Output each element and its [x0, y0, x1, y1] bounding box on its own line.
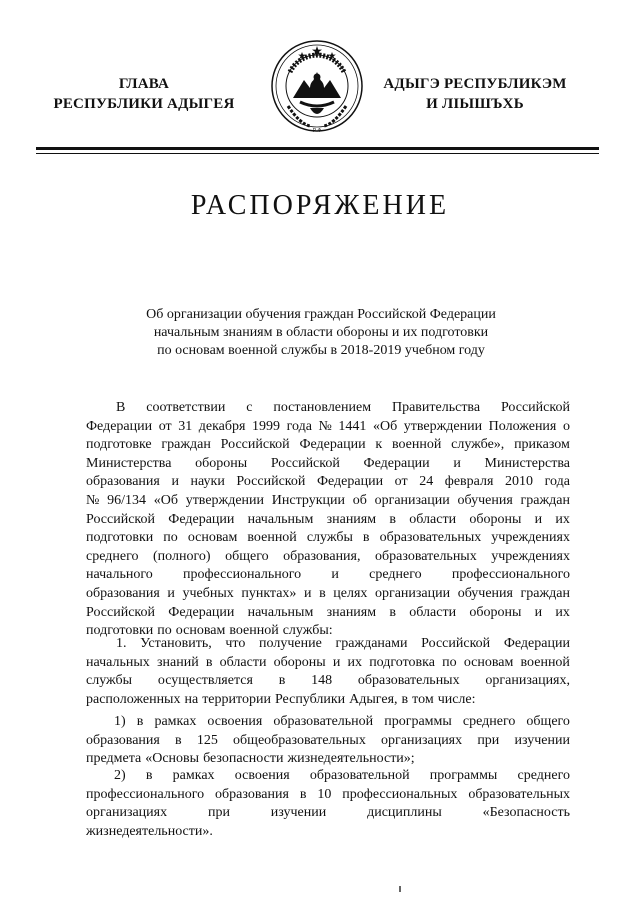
- word: подготовки: [86, 530, 154, 546]
- word: начальным: [247, 511, 314, 527]
- word: и: [534, 604, 543, 620]
- word: профессионального: [86, 786, 205, 802]
- paragraph-line: [86, 418, 570, 437]
- word: Российской: [270, 455, 340, 471]
- word: общего: [225, 548, 269, 564]
- word: Российской: [220, 437, 290, 453]
- paragraph-line: [86, 672, 570, 691]
- paragraph-line: [86, 436, 570, 455]
- word: среднего: [369, 567, 422, 583]
- paragraph-line: [86, 529, 570, 548]
- word: 1441: [338, 418, 367, 434]
- word: в: [389, 511, 396, 527]
- header-rule-thick: [36, 147, 599, 150]
- word: Положения: [488, 418, 557, 434]
- word: и: [453, 455, 461, 471]
- word: образования: [86, 474, 160, 490]
- word: среднего: [86, 548, 139, 564]
- word: на: [184, 691, 199, 707]
- paragraph-line: [86, 804, 570, 823]
- paragraph-line: [86, 473, 570, 492]
- word: организациях,: [485, 673, 570, 689]
- paragraph-line: [86, 399, 570, 418]
- word: образовательных: [468, 786, 570, 802]
- paragraph-line: [86, 823, 570, 842]
- word: программы: [429, 768, 498, 783]
- word: образовательной: [273, 714, 374, 729]
- word: обороны: [195, 455, 248, 471]
- paragraph-line: [86, 713, 570, 732]
- word: Адыгея,: [349, 691, 398, 707]
- coat-of-arms-icon: [270, 36, 364, 136]
- word: 2): [114, 768, 126, 783]
- word: рамках: [154, 714, 197, 729]
- word: Российской: [86, 511, 155, 527]
- word: соответствии: [146, 400, 226, 415]
- word: образования,: [283, 548, 361, 564]
- word: знаний: [156, 654, 199, 670]
- header-right-line: АДЫГЭ РЕСПУБЛИКЭМ: [383, 76, 567, 92]
- word: Республики: [274, 691, 346, 707]
- word: в: [205, 654, 213, 670]
- paragraph-line: [86, 635, 570, 654]
- word: Инструкции: [271, 492, 345, 508]
- document-subject: [96, 306, 546, 360]
- word: начальных: [86, 654, 150, 670]
- subject-line: начальным знаниям в области обороны и их подготовки: [153, 325, 489, 340]
- word: в: [389, 604, 396, 620]
- word: изучении: [270, 805, 327, 821]
- word: утверждении: [185, 492, 265, 508]
- word: обороны: [469, 604, 522, 620]
- paragraph-line: [86, 511, 570, 530]
- word: граждан: [520, 585, 570, 601]
- word: Федерации: [86, 418, 153, 434]
- word: «Основы: [145, 751, 200, 767]
- word: в: [299, 786, 307, 802]
- word: их: [555, 604, 570, 620]
- document-title: РАСПОРЯЖЕНИЕ: [190, 190, 450, 221]
- word: жизнедеятельности».: [86, 823, 213, 839]
- word: 1): [114, 714, 126, 729]
- word: 1999: [252, 418, 281, 434]
- header-rule-thin: [36, 153, 599, 154]
- paragraph-line: [86, 566, 570, 585]
- header-right-title: [375, 74, 575, 114]
- word: с: [246, 400, 253, 415]
- word: по: [442, 654, 457, 670]
- word: Российской: [86, 604, 155, 620]
- word: гражданами: [335, 636, 408, 651]
- word: образовательных: [357, 673, 460, 689]
- word: (полного): [153, 548, 211, 564]
- word: утверждении: [403, 418, 483, 434]
- word: учреждениях: [491, 530, 570, 546]
- word: образовательной: [309, 768, 410, 783]
- word: области: [409, 604, 457, 620]
- word: 148: [311, 673, 333, 689]
- word: общего: [526, 714, 570, 729]
- word: 96/134: [107, 492, 146, 508]
- word: Федерации: [363, 455, 430, 471]
- word: по: [163, 530, 178, 546]
- word: жизнедеятельности»;: [287, 751, 415, 767]
- word: в: [362, 530, 370, 546]
- word: территории: [202, 691, 271, 707]
- paragraph-line: [86, 654, 570, 673]
- paragraph-line: [86, 604, 570, 623]
- word: Министерства: [484, 455, 570, 471]
- word: образования: [86, 732, 160, 748]
- word: в: [136, 714, 144, 729]
- word: от: [158, 418, 172, 434]
- paragraph-item-1: [86, 635, 570, 709]
- paragraph-line: [86, 585, 570, 604]
- word: «Безопасность: [482, 805, 570, 821]
- word: военной: [391, 437, 442, 453]
- word: приказом: [514, 437, 570, 453]
- word: пунктах»: [241, 585, 297, 601]
- word: основам: [463, 654, 514, 670]
- word: их: [347, 654, 363, 670]
- word: и: [534, 511, 543, 527]
- word: Федерации: [316, 474, 384, 490]
- word: образования: [86, 585, 160, 601]
- word: области: [219, 654, 267, 670]
- word: науки: [190, 474, 225, 490]
- word: 125: [196, 732, 218, 748]
- word: образовательных: [375, 548, 477, 564]
- word: года: [286, 418, 312, 434]
- word: освоения: [234, 768, 290, 783]
- word: декабря: [198, 418, 246, 434]
- word: Министерства: [86, 455, 172, 471]
- word: службы: [306, 530, 353, 546]
- word: службе»,: [451, 437, 505, 453]
- word: по: [157, 623, 172, 639]
- word: и: [304, 585, 312, 601]
- word: Российской: [236, 474, 306, 490]
- word: безопасности: [203, 751, 284, 767]
- word: в: [278, 673, 286, 689]
- word: подготовке: [86, 437, 152, 453]
- word: и: [331, 567, 339, 583]
- paragraph-line: [86, 750, 570, 769]
- word: знаниям: [326, 604, 377, 620]
- word: организации: [374, 492, 450, 508]
- word: области: [409, 511, 457, 527]
- header-left-line: ГЛАВА: [118, 76, 170, 92]
- word: при: [477, 732, 500, 748]
- word: №: [318, 418, 332, 434]
- word: образования: [215, 786, 289, 802]
- word: среднего: [462, 714, 516, 729]
- word: основам: [175, 623, 226, 639]
- word: Установить,: [140, 636, 212, 651]
- word: обороны: [273, 654, 326, 670]
- word: целях: [333, 585, 368, 601]
- word: обучения: [457, 585, 513, 601]
- word: учреждениях: [491, 548, 570, 564]
- word: 31: [178, 418, 193, 434]
- word: «Об: [372, 418, 398, 434]
- word: при: [207, 805, 230, 821]
- word: от: [394, 474, 408, 490]
- header-right-line: И ЛІЫШЪХЬ: [426, 96, 524, 112]
- word: Федерации: [503, 636, 570, 651]
- word: «Об: [153, 492, 178, 508]
- paragraph-line: [86, 786, 570, 805]
- word: и: [332, 654, 341, 670]
- word: общеобразовательных: [233, 732, 366, 748]
- word: обучения: [457, 492, 513, 508]
- word: организациях: [86, 805, 168, 821]
- paragraph-line: [86, 492, 570, 511]
- word: в: [319, 585, 326, 601]
- word: в: [401, 691, 409, 707]
- word: Федерации: [168, 604, 235, 620]
- paragraph-preamble: [86, 399, 570, 641]
- word: числе:: [437, 691, 476, 707]
- word: начальным: [247, 604, 314, 620]
- word: военной: [229, 623, 279, 639]
- word: №: [86, 492, 100, 508]
- paragraph-subitem-2: [86, 767, 570, 841]
- word: и: [171, 474, 179, 490]
- word: их: [555, 511, 570, 527]
- paragraph-line: [86, 548, 570, 567]
- word: 24: [419, 474, 434, 490]
- word: расположенных: [86, 691, 181, 707]
- word: В: [116, 400, 126, 415]
- word: 10: [317, 786, 332, 802]
- word: среднего: [517, 768, 570, 783]
- word: профессионального: [451, 567, 570, 583]
- word: обороны: [469, 511, 522, 527]
- word: граждан: [520, 492, 570, 508]
- word: Российской: [500, 400, 570, 415]
- word: февраля: [444, 474, 494, 490]
- word: Правительства: [391, 400, 481, 415]
- word: Федерации: [299, 437, 366, 453]
- word: об: [352, 492, 367, 508]
- word: Федерации: [168, 511, 235, 527]
- paragraph-line: [86, 691, 570, 710]
- paragraph-line: [86, 732, 570, 751]
- word: подготовки: [86, 623, 154, 639]
- word: организации: [374, 585, 451, 601]
- paragraph-line: [86, 455, 570, 474]
- word: основам: [187, 530, 238, 546]
- word: образовательных: [379, 530, 482, 546]
- word: в: [175, 732, 182, 748]
- word: постановлением: [273, 400, 372, 415]
- word: в: [145, 768, 153, 783]
- word: начального: [86, 567, 153, 583]
- word: дисциплины: [367, 805, 442, 821]
- word: получение: [259, 636, 322, 651]
- word: учебных: [182, 585, 234, 601]
- word: Российской: [421, 636, 491, 651]
- word: военной: [520, 654, 570, 670]
- word: службы: [86, 673, 133, 689]
- word: освоения: [207, 714, 263, 729]
- word: о: [562, 418, 570, 434]
- svg-text:Р Ф: Р Ф: [312, 128, 322, 134]
- paragraph-line: [86, 767, 570, 786]
- word: подготовка: [369, 654, 435, 670]
- word: знаниям: [326, 511, 377, 527]
- subject-line: по основам военной службы в 2018-2019 учебном году: [157, 343, 485, 358]
- word: что: [225, 636, 246, 651]
- word: программы: [384, 714, 452, 729]
- word: к: [375, 437, 383, 453]
- word: военной: [247, 530, 297, 546]
- word: 2010: [505, 474, 534, 490]
- word: том: [412, 691, 434, 707]
- header-left-title: [44, 74, 244, 114]
- scan-artifact-mark: [399, 886, 401, 892]
- word: организациях: [381, 732, 463, 748]
- header-left-line: РЕСПУБЛИКИ АДЫГЕЯ: [53, 96, 235, 112]
- word: профессионального: [183, 567, 302, 583]
- word: службы:: [282, 623, 333, 639]
- word: и: [167, 585, 175, 601]
- word: предмета: [86, 751, 142, 767]
- subject-line: Об организации обучения граждан Российской Федерации: [146, 307, 496, 322]
- word: рамках: [172, 768, 215, 783]
- word: года: [544, 474, 570, 490]
- word: граждан: [161, 437, 211, 453]
- word: изучении: [514, 732, 570, 748]
- word: 1.: [116, 636, 127, 651]
- word: осуществляется: [157, 673, 253, 689]
- paragraph-subitem-1: [86, 713, 570, 769]
- word: профессиональных: [342, 786, 458, 802]
